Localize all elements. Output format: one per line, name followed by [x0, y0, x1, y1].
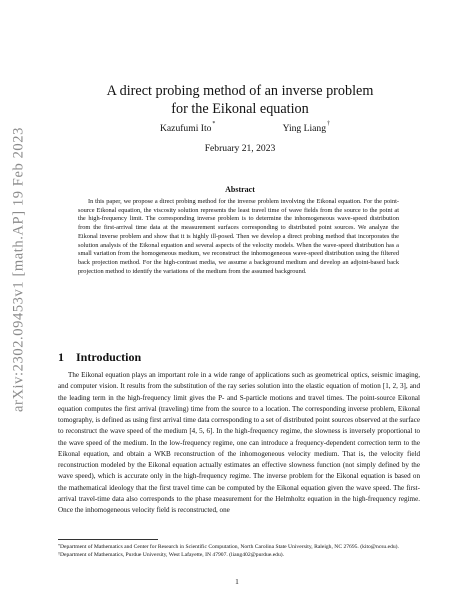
section-title: Introduction: [76, 350, 142, 364]
author-name: Kazufumi Ito: [160, 123, 212, 134]
footnote-text: Department of Mathematics and Center for Research in Scientific Computation, North Carolina State University, Raleigh, NC 27695. (kito@ncsu.edu).: [60, 544, 399, 550]
abstract-heading: Abstract: [225, 185, 255, 194]
author-footnote-mark[interactable]: †: [327, 121, 330, 127]
arxiv-identifier: arXiv:2302.09453v1 [math.AP] 19 Feb 2023: [10, 127, 27, 412]
author-name: Ying Liang: [282, 123, 326, 134]
introduction-paragraph: The Eikonal equation plays an important role in a wide range of applications such as geometrical optics, seismic imaging, and computer vision. It results from the substitution of the ray series solution into the elastic equation of motion [1, 2, 3], and the leading term in the high-frequency limit gives the P- and S-particle motions and travel times. The point-source Eikonal equation computes the first arrival (traveling) time from the source to a location. The corresponding inverse problem, Eikonal tomography, is defined as using first arrival time data corresponding to a set of distributed point sources observed at the surface to reconstruct the wave speed of the medium [4, 5, 6]. In the high-frequency regime, the slowness is inversely proportional to the wave speed of the medium. In the low-frequency regime, one can introduce a frequency-dependent correction term to the Eikonal equation, and obtain a WKB reconstruction of the inhomogeneous velocity medium. That is, the velocity field reconstruction modeled by the Eikonal equation actually estimates an effective slowness function (not simply defined by the wave speed), which is accurate only in the high-frequency regime. The inverse problem for the Eikonal equation is based on the mathematical ideology that the first travel time can be computed by the Eikonal equation given the wave speed. The first-arrival travel-time data also corresponds to the phase measurement for the Helmholtz equation in the high-frequency regime. Once the inhomogeneous velocity field is reconstructed, one: [58, 371, 420, 514]
footnote: [58, 551, 420, 559]
footnote-mark: *: [58, 543, 60, 548]
footnote-divider: [58, 539, 158, 540]
footnotes: [58, 543, 420, 560]
section-number: 1: [58, 350, 64, 364]
page-number: 1: [235, 577, 239, 586]
footnote-mark: †: [58, 551, 60, 557]
author: [160, 123, 215, 134]
author: [283, 123, 330, 134]
section-heading: [58, 350, 141, 365]
author-footnote-mark[interactable]: *: [212, 121, 216, 127]
author-list: [160, 123, 330, 134]
abstract-text: In this paper, we propose a direct probing method for the inverse problem involving the Eikonal equation. For the point-source Eikonal equation, the viscosity solution represents the least travel time of wave fields from the source to the point at the high-frequency limit. The corresponding inverse problem is to determine the inhomogeneous wave-speed distribution from the first-arrival time data at the measurement surfaces corresponding to distributed point sources. We analyze the Eikonal inverse problem and show that it is highly ill-posed. Then we develop a direct probing method that incorporates the solution analysis of the Eikonal equation and several aspects of the velocity models. When the wave-speed distribution has a small variation from the homogeneous medium, we reconstruct the inhomogeneous wave-speed distribution using the filtered back projection method. For the high-contrast media, we assume a background medium and develop an adjoint-based back projection method to identify the variations of the medium from the assumed background.: [78, 198, 399, 275]
title-line-2: for the Eikonal equation: [171, 101, 309, 117]
footnote-text: Department of Mathematics, Purdue University, West Lafayette, IN 47907. (liang402@purdue.edu).: [60, 552, 285, 559]
footnote: [58, 543, 420, 551]
publication-date: February 21, 2023: [204, 143, 276, 154]
paper-title: [90, 82, 390, 118]
title-line-1: A direct probing method of an inverse problem: [106, 83, 374, 99]
